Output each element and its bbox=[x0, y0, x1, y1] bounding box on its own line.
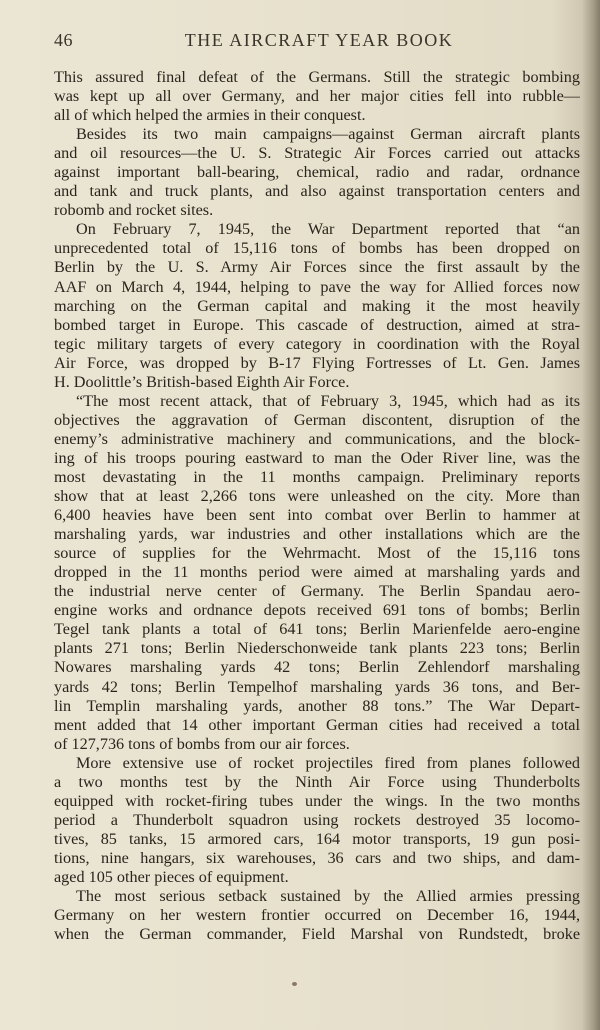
body-text bbox=[54, 68, 580, 944]
page-number: 46 bbox=[54, 30, 73, 50]
text-line: ment added that 14 other important German cities had received a total bbox=[54, 715, 580, 734]
text-line: Germany on her western frontier occurred on December 16, 1944, bbox=[54, 906, 580, 925]
text-line: was kept up all over Germany, and her major cities fell into rubble— bbox=[54, 87, 580, 106]
page-gutter-shadow bbox=[582, 0, 600, 1030]
text-line: aged 105 other pieces of equipment. bbox=[54, 867, 289, 886]
text-line: dropped in the 11 months period were aimed at marshaling yards and bbox=[54, 563, 580, 582]
text-line: objectives the aggravation of German discontent, disruption of the bbox=[54, 410, 580, 429]
text-line: the industrial nerve center of Germany. The Berlin Spandau aero- bbox=[54, 582, 580, 601]
text-line: Tegel tank plants a total of 641 tons; Berlin Marienfelde aero-engine bbox=[54, 620, 580, 639]
running-head: THE AIRCRAFT YEAR BOOK bbox=[184, 30, 454, 50]
text-line: AAF on March 4, 1944, helping to pave the way for Allied forces now bbox=[54, 277, 580, 296]
text-line: engine works and ordnance depots received 691 tons of bombs; Berlin bbox=[54, 601, 580, 620]
text-line: against important ball-bearing, chemical, radio and radar, ordnance bbox=[54, 163, 580, 182]
text-line: 6,400 heavies have been sent into combat over Berlin to hammer at bbox=[54, 506, 580, 525]
text-line: bombed target in Europe. This cascade of destruction, aimed at stra- bbox=[54, 315, 580, 334]
text-line: Besides its two main campaigns—against German aircraft plants bbox=[76, 125, 580, 144]
text-line: marching on the German capital and making it the most heavily bbox=[54, 296, 580, 315]
text-line: Air Force, was dropped by B-17 Flying Fortresses of Lt. Gen. James bbox=[54, 353, 580, 372]
text-line: plants 271 tons; Berlin Niederschonweide tank plants 223 tons; Berlin bbox=[54, 639, 580, 658]
text-line: and oil resources—the U. S. Strategic Air Forces carried out attacks bbox=[54, 144, 580, 163]
text-line: This assured final defeat of the Germans. Still the strategic bombing bbox=[54, 68, 580, 86]
text-line: tegic military targets of every category in coordination with the Royal bbox=[54, 334, 580, 353]
text-line: More extensive use of rocket projectiles fired from planes followed bbox=[76, 753, 580, 772]
text-line: Berlin by the U. S. Army Air Forces since the first assault by the bbox=[54, 258, 580, 277]
text-line: a two months test by the Ninth Air Force using Thunderbolts bbox=[54, 772, 580, 791]
text-line: marshaling yards, war industries and other installations which are the bbox=[54, 525, 580, 544]
text-line: when the German commander, Field Marshal von Rundstedt, broke bbox=[54, 925, 580, 944]
text-line: show that at least 2,266 tons were unleashed on the city. More than bbox=[54, 487, 580, 506]
text-line: unprecedented total of 15,116 tons of bombs has been dropped on bbox=[54, 239, 580, 258]
text-line: and tank and truck plants, and also against transportation centers and bbox=[54, 182, 580, 201]
text-line: Nowares marshaling yards 42 tons; Berlin Zehlendorf marshaling bbox=[54, 658, 580, 677]
text-line: The most serious setback sustained by the Allied armies pressing bbox=[76, 887, 580, 906]
text-line: tives, 85 tanks, 15 armored cars, 164 motor transports, 19 gun posi- bbox=[54, 829, 580, 848]
text-line: ing of his troops pouring eastward to man the Oder River line, was the bbox=[54, 448, 580, 467]
text-line: On February 7, 1945, the War Department reported that “an bbox=[76, 220, 580, 239]
text-line: robomb and rocket sites. bbox=[54, 201, 214, 220]
text-line: most devastating in the 11 months campaign. Preliminary reports bbox=[54, 467, 580, 486]
text-line: yards 42 tons; Berlin Tempelhof marshaling yards 36 tons, and Ber- bbox=[54, 677, 580, 696]
ink-mark bbox=[292, 982, 297, 986]
text-line: of 127,736 tons of bombs from our air forces. bbox=[54, 734, 350, 753]
text-line: H. Doolittle’s British-based Eighth Air Force. bbox=[54, 372, 350, 391]
text-line: enemy’s administrative machinery and communications, and the block- bbox=[54, 429, 580, 448]
text-line: tions, nine hangars, six warehouses, 36 cars and two ships, and dam- bbox=[54, 848, 580, 867]
text-line: source of supplies for the Wehrmacht. Most of the 15,116 tons bbox=[54, 544, 580, 563]
text-line: equipped with rocket-firing tubes under the wings. In the two months bbox=[54, 791, 580, 810]
text-line: period a Thunderbolt squadron using rockets destroyed 35 locomo- bbox=[54, 810, 580, 829]
text-line: “The most recent attack, that of February 3, 1945, which had as its bbox=[76, 391, 580, 410]
page-header bbox=[54, 30, 584, 54]
text-line: lin Templin marshaling yards, another 88 tons.” The War Depart- bbox=[54, 696, 580, 715]
text-line: all of which helped the armies in their conquest. bbox=[54, 106, 366, 125]
